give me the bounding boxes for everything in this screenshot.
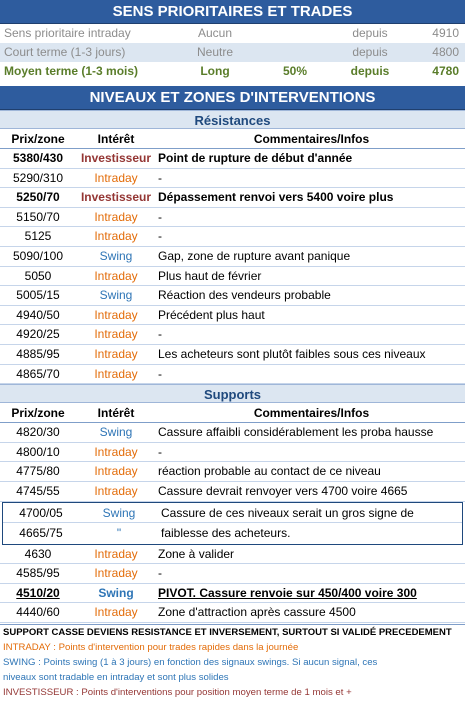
interet-cell: Intraday [94,546,138,561]
comment-cell: Les acheteurs sont plutôt faibles sous ces niveaux [158,346,426,361]
interet-cell: Intraday [94,605,138,620]
prix-cell: 5050 [24,268,52,283]
interet-cell: Intraday [94,444,138,459]
prix-cell: 5380/430 [12,151,64,165]
prix-cell: 5250/70 [16,190,60,205]
sens-row-court-terme [0,43,465,62]
interet-cell: " [116,526,122,540]
legend-swing-line2: niveaux sont tradable en intraday et sont plus solides [3,671,229,683]
table-row [0,208,465,228]
interet-cell: Intraday [94,209,138,224]
prix-cell: 5005/15 [16,288,60,303]
comment-cell: Point de rupture de début d'année [158,151,353,165]
table-row [0,423,465,443]
interet-cell: Intraday [94,307,138,322]
supports-table-top [0,423,465,501]
table-row [0,306,465,326]
interet-cell: Intraday [94,229,138,244]
interet-cell: Swing [99,288,133,303]
col-commentaires: Commentaires/Infos [253,406,370,421]
prix-cell: 4775/80 [16,464,60,479]
sens-direction: Aucun [197,26,233,40]
comment-cell: réaction probable au contact de ce niveau [158,464,381,479]
comment-cell: Cassure affaibli considérablement les proba hausse [158,425,434,440]
table-row [0,482,465,502]
supports-table-header [0,403,465,423]
sens-banner: SENS PRIORITAIRES ET TRADES [0,0,465,24]
legend-swing-line1: SWING : Points swing (1 à 3 jours) en fonction des signaux swings. Si aucun signal, ces [3,656,378,668]
col-interet: Intérêt [97,132,135,146]
table-row [0,149,465,169]
col-interet: Intérêt [97,406,135,421]
resistances-table-header [0,129,465,149]
prix-cell: 4665/75 [19,526,63,540]
table-row [0,267,465,287]
sens-row-intraday [0,24,465,43]
prix-cell: 4920/25 [16,327,60,342]
table-row [0,584,465,604]
prix-cell: 4885/95 [16,346,60,361]
interet-cell: Intraday [94,327,138,342]
sens-value: 4780 [432,64,459,78]
prix-cell: 5150/70 [16,209,60,224]
table-row [0,227,465,247]
prix-cell: 4745/55 [16,483,60,498]
comment-cell: Gap, zone de rupture avant panique [158,248,351,263]
interet-cell: Intraday [94,483,138,498]
supports-table-bottom [0,545,465,623]
col-commentaires: Commentaires/Infos [253,132,370,146]
table-row [0,169,465,189]
sens-value: 4800 [432,45,459,59]
legend-rule: SUPPORT CASSE DEVIENS RESISTANCE ET INVERSEMENT, SURTOUT SI VALIDÉ PRECEDEMENT [0,624,465,640]
comment-cell: Cassure de ces niveaux serait un gros signe de [161,505,414,520]
niveaux-banner: NIVEAUX ET ZONES D'INTERVENTIONS [0,86,465,110]
interet-cell: Intraday [94,464,138,479]
prix-cell: 4440/60 [16,605,60,620]
comment-cell: Plus haut de février [158,268,262,283]
interet-cell: Intraday [94,346,138,361]
prix-cell: 5090/100 [12,248,64,263]
sens-depuis: depuis [350,64,390,78]
sens-row-moyen-terme [0,62,465,81]
comment-cell: PIVOT. Cassure renvoie sur 450/400 voire 300 [158,585,417,600]
comment-cell: faiblesse des acheteurs. [161,526,291,540]
table-row [0,603,465,623]
sens-percent [260,43,330,62]
comment-cell: - [158,444,162,459]
comment-cell: - [158,327,162,342]
supports-heading: Supports [0,384,465,403]
comment-cell: Cassure devrait renvoyer vers 4700 voire 4665 [158,483,408,498]
col-prix: Prix/zone [11,406,65,421]
prix-cell: 4820/30 [16,425,60,440]
prix-cell: 4700/05 [19,505,63,520]
legend-investisseur: INVESTISSEUR : Points d'interventions pour position moyen terme de 1 mois et + [3,686,352,698]
comment-cell: Zone d'attraction après cassure 4500 [158,605,356,620]
comment-cell: - [158,366,162,381]
prix-cell: 4940/50 [16,307,60,322]
sens-label: Court terme (1-3 jours) [4,45,126,59]
interet-cell: Swing [99,425,133,440]
sens-direction: Long [200,64,230,78]
interet-cell: Intraday [94,566,138,581]
prix-cell: 5290/310 [12,170,64,185]
table-row [3,503,462,524]
comment-cell: Zone à valider [158,546,235,561]
table-row [0,462,465,482]
table-row [0,345,465,365]
legend-intraday: INTRADAY : Points d'intervention pour trades rapides dans la journée [3,641,299,653]
interet-cell: Swing [99,248,133,263]
sens-label: Moyen terme (1-3 mois) [4,64,139,78]
table-row [0,545,465,565]
interet-cell: Investisseur [80,190,152,205]
comment-cell: - [158,209,162,224]
table-row [0,286,465,306]
prix-cell: 4585/95 [16,566,60,581]
sens-value: 4910 [432,26,459,40]
interet-cell: Intraday [94,268,138,283]
resistances-table [0,149,465,384]
supports-highlight-box [2,502,463,545]
resistances-heading: Résistances [0,110,465,129]
table-row [3,523,462,544]
prix-cell: 4865/70 [16,366,60,381]
col-prix: Prix/zone [11,132,65,146]
sens-percent: 50% [282,64,308,78]
comment-cell: - [158,566,162,581]
legend [0,624,465,700]
comment-cell: - [158,229,162,244]
comment-cell: Dépassement renvoi vers 5400 voire plus [158,190,394,205]
comment-cell: Réaction des vendeurs probable [158,288,331,303]
interet-cell: Swing [102,505,136,520]
sens-depuis: depuis [352,26,388,40]
table-row [0,365,465,385]
table-row [0,247,465,267]
table-row [0,564,465,584]
prix-cell: 4800/10 [16,444,60,459]
comment-cell: - [158,170,162,185]
table-row [0,325,465,345]
interet-cell: Investisseur [80,151,152,165]
interet-cell: Swing [98,585,134,600]
prix-cell: 4510/20 [16,585,60,600]
comment-cell: Précédent plus haut [158,307,265,322]
interet-cell: Intraday [94,366,138,381]
sens-depuis: depuis [352,45,388,59]
sens-label: Sens prioritaire intraday [4,26,131,40]
table-row [0,443,465,463]
sens-percent [260,24,330,43]
table-row [0,188,465,208]
interet-cell: Intraday [94,170,138,185]
prix-cell: 4630 [24,546,52,561]
prix-cell: 5125 [24,229,52,244]
sens-direction: Neutre [196,45,234,59]
